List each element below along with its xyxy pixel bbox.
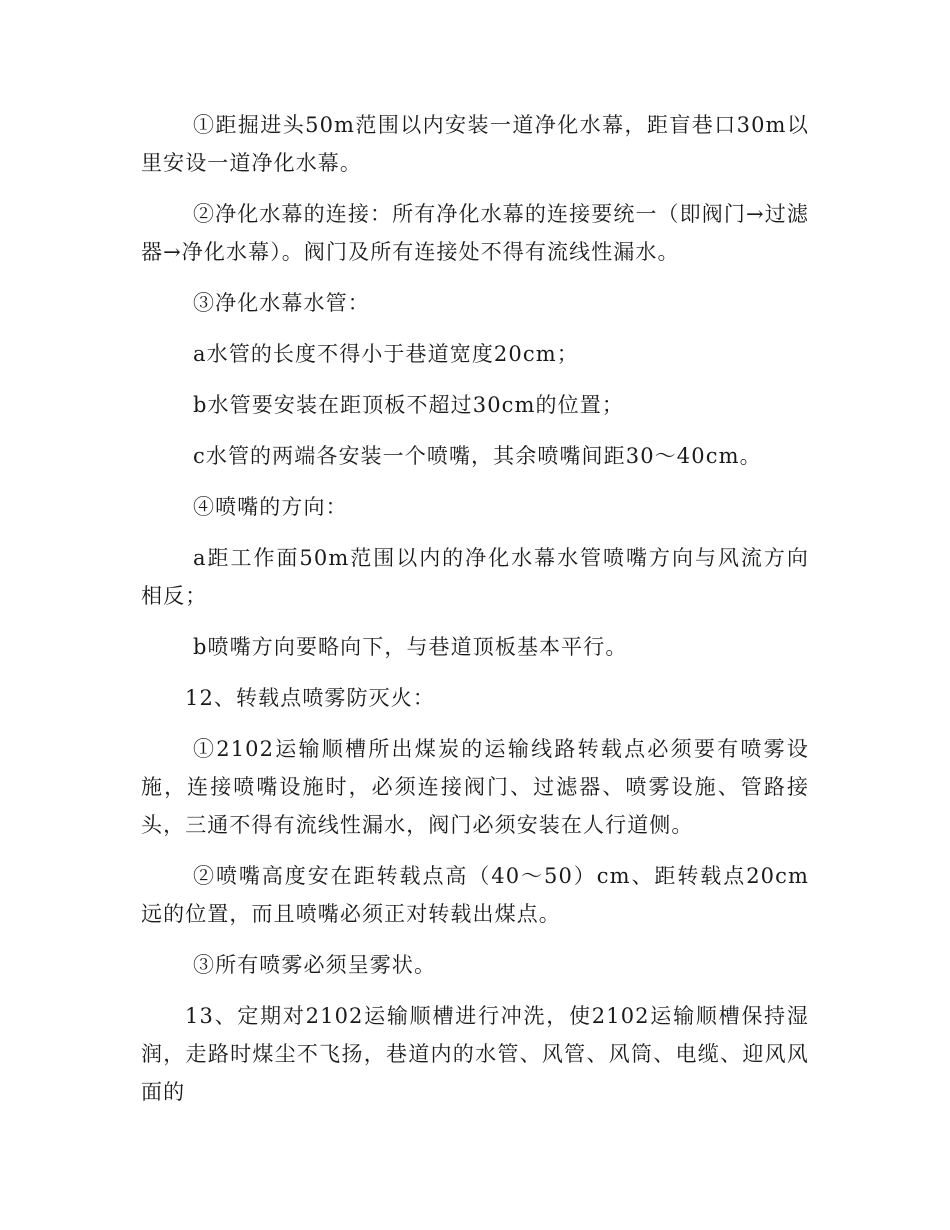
paragraph-pipe-install: b水管要安装在距顶板不超过30cm的位置； — [193, 393, 624, 417]
paragraph-section-13-flushing: 13、定期对2102运输顺槽进行冲洗，使2102运输顺槽保持湿润，走路时煤尘不飞扬，巷道内的水管、风管、风筒、电缆、迎风风面的 — [141, 1004, 809, 1104]
paragraph-nozzle-direction-a: a距工作面50m范围以内的净化水幕水管喷嘴方向与风流方向相反； — [141, 546, 809, 608]
paragraph-transfer-spray-facility: ①2102运输顺槽所出煤炭的运输线路转载点必须要有喷雾设施，连接喷嘴设施时，必须连接阀门、过滤器、喷雾设施、管路接头，三通不得有流线性漏水，阀门必须安装在人行道侧。 — [141, 737, 809, 837]
paragraph-water-curtain-position: ①距掘进头50m范围以内安装一道净化水幕，距盲巷口30m以里安设一道净化水幕。 — [141, 113, 809, 175]
paragraph-water-curtain-connection: ②净化水幕的连接：所有净化水幕的连接要统一（即阀门→过滤器→净化水幕）。阀门及所有连接处不得有流线性漏水。 — [141, 202, 809, 264]
paragraph-nozzle-height: ②喷嘴高度安在距转载点高（40～50）cm、距转载点20cm远的位置，而且喷嘴必须正对转载出煤点。 — [141, 864, 809, 926]
paragraph-section-12-heading: 12、转载点喷雾防灭火： — [185, 686, 435, 710]
document-body — [141, 106, 809, 1124]
paragraph-water-curtain-pipe: ③净化水幕水管： — [193, 291, 370, 315]
paragraph-nozzle-direction-b: b喷嘴方向要略向下，与巷道顶板基本平行。 — [193, 635, 628, 659]
paragraph-spray-mist: ③所有喷雾必须呈雾状。 — [193, 953, 437, 977]
paragraph-pipe-length: a水管的长度不得小于巷道宽度20cm； — [193, 342, 579, 366]
paragraph-pipe-nozzles: c水管的两端各安装一个喷嘴，其余喷嘴间距30～40cm。 — [193, 444, 762, 468]
paragraph-nozzle-direction: ④喷嘴的方向： — [193, 495, 348, 519]
